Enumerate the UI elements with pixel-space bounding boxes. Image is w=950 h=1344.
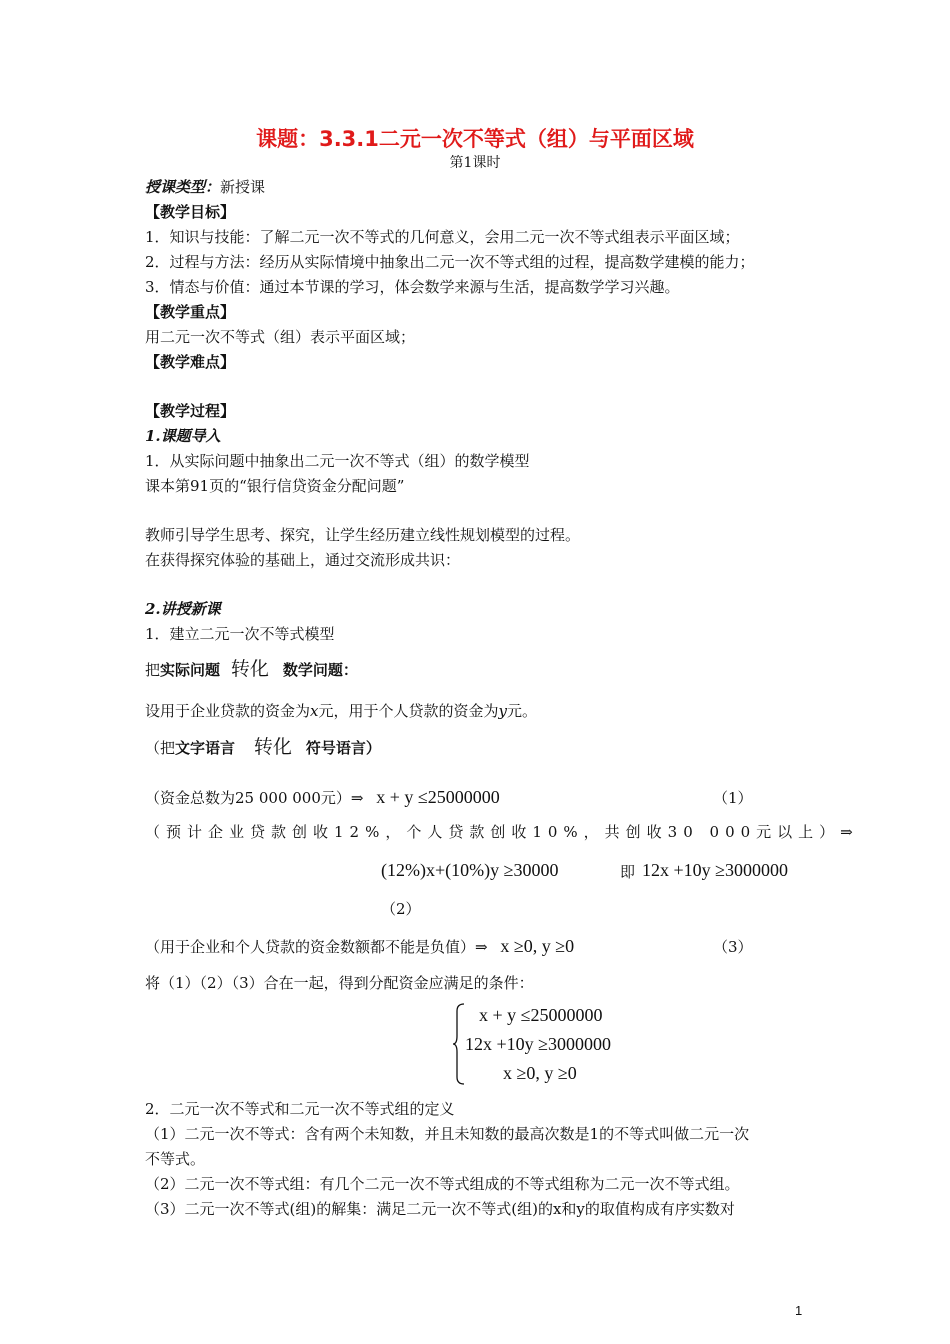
definition-1-cont: 不等式。 (145, 1150, 206, 1168)
definition-3: （3）二元一次不等式(组)的解集：满足二元一次不等式(组)的x和y的取值构成有序实数对 (145, 1200, 735, 1218)
goal-item: 2．过程与方法：经历从实际情境中抽象出二元一次不等式组的过程，提高数学建模的能力； (145, 253, 755, 271)
let-variables-line: 设用于企业贷款的资金为x元，用于个人贷款的资金为y元。 (145, 702, 537, 720)
section2-sub1: 1．建立二元一次不等式模型 (145, 625, 335, 643)
definition-1: （1）二元一次不等式：含有两个未知数，并且未知数的最高次数是1的不等式叫做二元一次 (145, 1125, 750, 1143)
section1-line: 在获得探究体验的基础上，通过交流形成共识： (145, 551, 461, 569)
process-heading: 【教学过程】 (145, 402, 236, 420)
key-text: 用二元一次不等式（组）表示平面区域； (145, 328, 416, 346)
system-row: 12x +10y ≥3000000 (465, 1034, 612, 1054)
page-title: 课题：3.3.1二元一次不等式（组）与平面区域 (256, 127, 694, 151)
system-row: x ≥0, y ≥0 (503, 1063, 577, 1083)
equation-2-number: （2） (381, 900, 421, 918)
section1-line: 教师引导学生思考、探究，让学生经历建立线性规划模型的过程。 (145, 526, 581, 544)
lesson-type-value: 新授课 (220, 178, 266, 196)
equation-3-math: x ≥0, y ≥0 (500, 936, 575, 956)
difficult-heading: 【教学难点】 (145, 353, 236, 371)
equation-3: （用于企业和个人贷款的资金数额都不能是负值）⇒ x ≥0, y ≥0 (145, 936, 575, 956)
goal-item: 1．知识与技能：了解二元一次不等式的几何意义，会用二元一次不等式组表示平面区域； (145, 228, 740, 246)
section2-heading: 2.讲授新课 (145, 600, 221, 618)
goals-heading: 【教学目标】 (145, 203, 236, 221)
combine-line: 将（1）（2）（3）合在一起，得到分配资金应满足的条件： (145, 974, 534, 992)
page-subtitle: 第1课时 (449, 155, 501, 171)
equation-1-math: x + y ≤25000000 (376, 787, 500, 807)
section1-line: 课本第91页的“银行信贷资金分配问题” (145, 477, 405, 495)
key-heading: 【教学重点】 (145, 303, 236, 321)
lesson-type-label: 授课类型： (145, 178, 221, 196)
section1-line: 1．从实际问题中抽象出二元一次不等式（组）的数学模型 (145, 452, 530, 470)
section1-heading: 1.课题导入 (145, 427, 221, 445)
equation-2-text: （预计企业贷款创收12%，个人贷款创收10%，共创收30 000元以上）⇒ (145, 823, 859, 841)
equation-3-number: （3） (713, 938, 753, 956)
section2-sub2: 2．二元一次不等式和二元一次不等式组的定义 (145, 1100, 455, 1118)
definition-2: （2）二元一次不等式组：有几个二元一次不等式组成的不等式组称为二元一次不等式组。 (145, 1175, 740, 1193)
equation-2-math-a: (12%)x+(10%)y ≥30000 (381, 860, 559, 880)
lesson-type-line (145, 176, 265, 198)
transform-line-1: 把实际问题 转化 数学问题： (145, 658, 358, 680)
equation-2-ji: 即 (620, 863, 636, 881)
transform-verb: 转化 (253, 736, 292, 758)
equation-1-number: （1） (713, 789, 753, 807)
transform-verb: 转化 (230, 658, 269, 680)
equation-1: （资金总数为25 000 000元）⇒ x + y ≤25000000 (145, 787, 500, 807)
page-number: 1 (795, 1303, 803, 1318)
transform-line-2: （把文字语言 转化 符号语言） (145, 736, 381, 758)
equation-2-math-b: 12x +10y ≥3000000 (642, 860, 789, 880)
system-row: x + y ≤25000000 (479, 1005, 603, 1025)
goal-item: 3．情态与价值：通过本节课的学习，体会数学来源与生活，提高数学学习兴趣。 (145, 278, 680, 296)
left-brace-icon (452, 1003, 466, 1085)
